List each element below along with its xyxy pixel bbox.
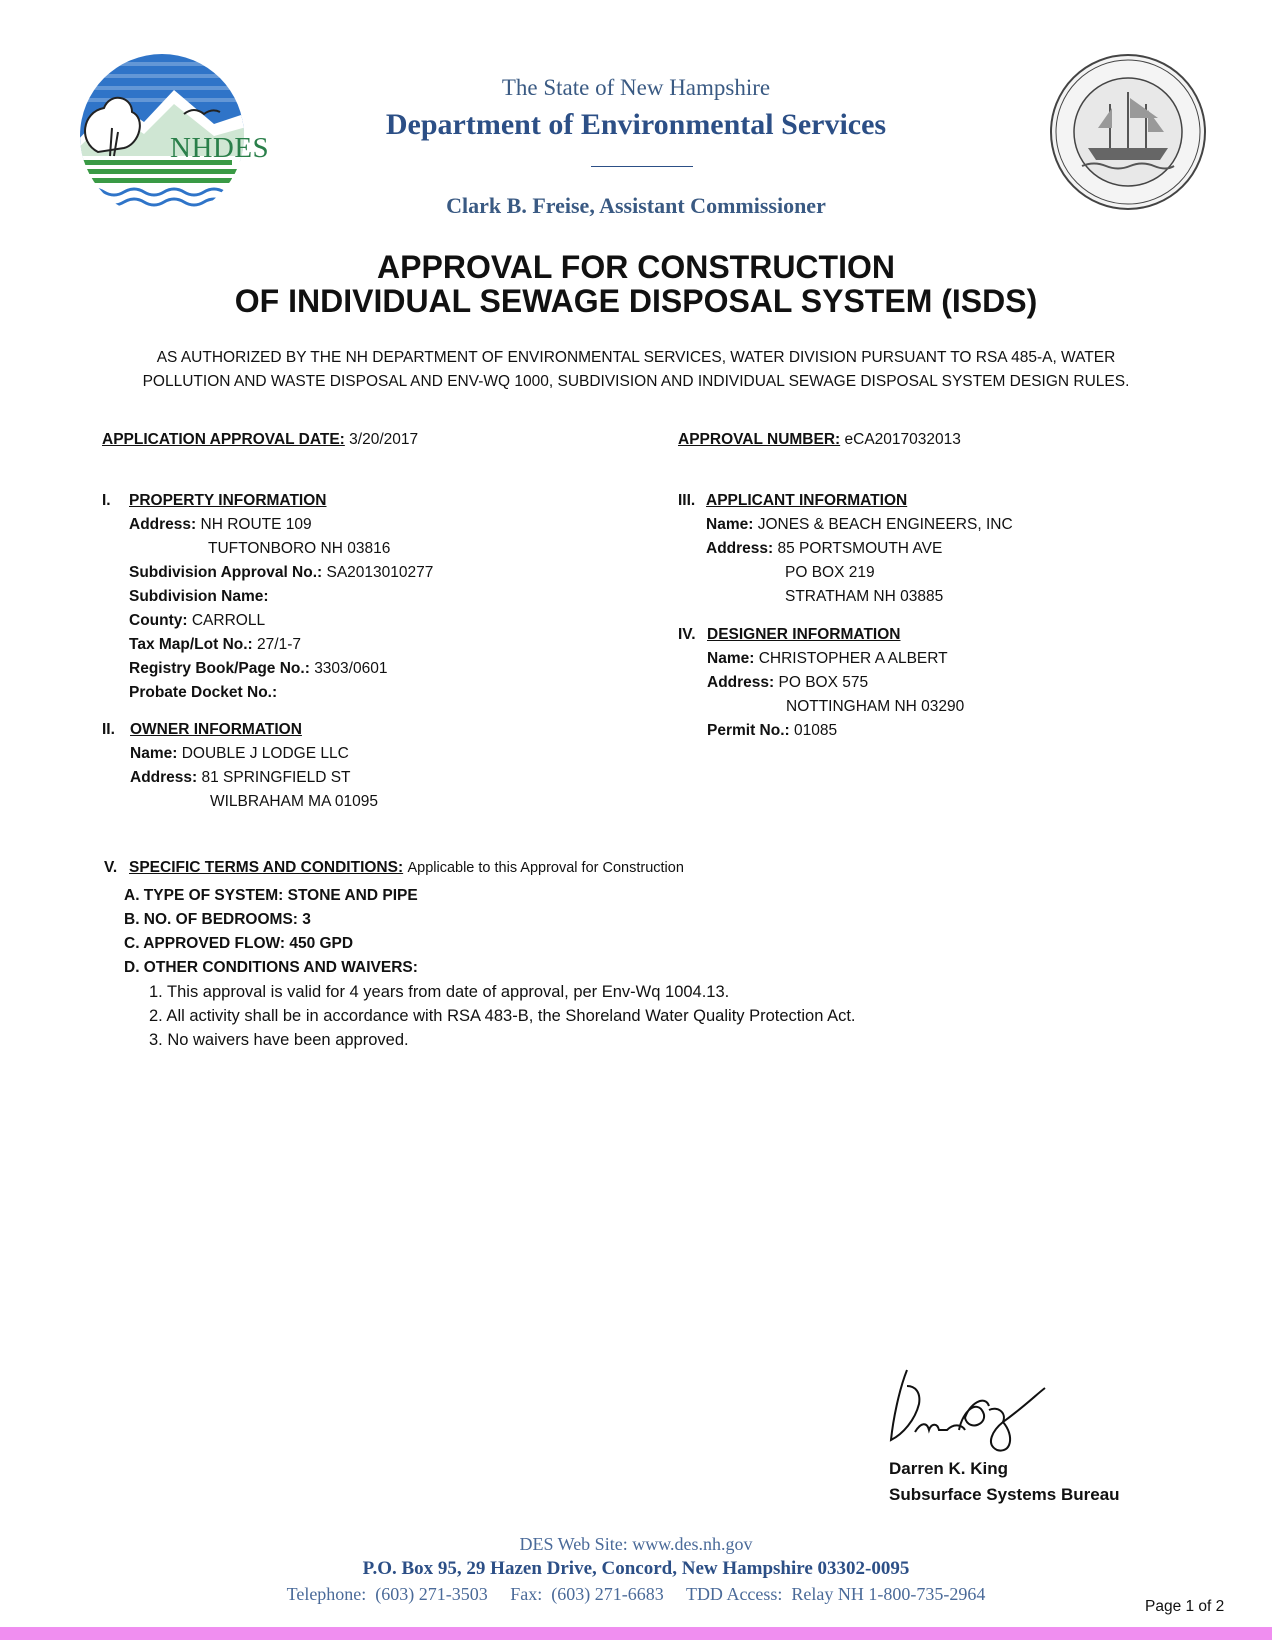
section-numeral-ii: II. [102,721,115,738]
subdivision-approval-row [129,564,433,582]
owner-address-label: Address: [130,769,198,786]
header-divider [591,166,693,167]
tax-map-label: Tax Map/Lot No.: [129,636,253,653]
property-address-row [129,516,312,534]
footer-phones: Telephone: (603) 271-3503 Fax: (603) 271-6683 TDD Access: Relay NH 1-800-735-2964 [286,1584,986,1604]
applicant-address-line-2: PO BOX 219 [785,564,875,581]
approval-date-row [102,431,418,449]
subdivision-name-label: Subdivision Name: [129,588,269,605]
approval-date-label: APPLICATION APPROVAL DATE: [102,431,345,448]
title-line-2: OF INDIVIDUAL SEWAGE DISPOSAL SYSTEM (ISDS) [234,283,1038,319]
applicant-address-row [706,540,942,558]
designer-address-line-2: NOTTINGHAM NH 03290 [786,698,965,715]
designer-heading: DESIGNER INFORMATION [707,626,901,643]
authority-statement [110,346,1162,394]
bottom-color-bar [0,1627,1272,1640]
footer-website: DES Web Site: www.des.nh.gov [519,1534,753,1554]
approval-number-label: APPROVAL NUMBER: [678,431,841,448]
registry-label: Registry Book/Page No.: [129,660,310,677]
approval-number-value: eCA2017032013 [844,431,961,448]
registry-value: 3303/0601 [314,660,388,677]
designer-name-label: Name: [707,650,755,667]
owner-address-line-2: WILBRAHAM MA 01095 [210,793,378,810]
department-name: Department of Environmental Services [385,108,887,141]
condition-item: 1. This approval is valid for 4 years from date of approval, per Env-Wq 1004.13. [149,983,730,1001]
tax-map-value: 27/1-7 [257,636,301,653]
designer-name-row [707,650,948,668]
property-heading: PROPERTY INFORMATION [129,492,327,509]
commissioner-line: Clark B. Freise, Assistant Commissioner [446,193,826,218]
property-address-line-2: TUFTONBORO NH 03816 [208,540,391,557]
property-address-label: Address: [129,516,197,533]
logo-wordmark: NHDES [170,132,270,164]
designer-permit-label: Permit No.: [707,722,790,739]
authority-line-2: POLLUTION AND WASTE DISPOSAL AND ENV-WQ 1000, SUBDIVISION AND INDIVIDUAL SEWAGE DISPOSAL SYSTEM DESIGN RULES. [142,373,1130,390]
document-title [0,250,1272,318]
section-numeral-iv: IV. [678,626,696,643]
authority-line-1: AS AUTHORIZED BY THE NH DEPARTMENT OF ENVIRONMENTAL SERVICES, WATER DIVISION PURSUANT TO RSA 485-A, WATER [156,349,1116,366]
state-name-line: The State of New Hampshire [501,75,771,100]
page-number: Page 1 of 2 [1145,1598,1225,1615]
applicant-name-row [706,516,1013,534]
tax-map-row [129,636,301,654]
subdivision-approval-label: Subdivision Approval No.: [129,564,323,581]
owner-address-row [130,769,351,787]
terms-heading-row [129,859,684,877]
applicant-name-label: Name: [706,516,754,533]
terms-subheading: Applicable to this Approval for Construction [407,860,684,876]
section-numeral-iii: III. [678,492,696,509]
owner-address-line-1: 81 SPRINGFIELD ST [201,769,351,786]
applicant-address-label: Address: [706,540,774,557]
title-line-1: APPROVAL FOR CONSTRUCTION [377,249,895,285]
term-approved-flow: C. APPROVED FLOW: 450 GPD [124,935,354,952]
signer-name: Darren K. King [889,1459,1009,1478]
term-system-type: A. TYPE OF SYSTEM: STONE AND PIPE [124,887,418,904]
designer-permit-row [707,722,837,740]
owner-name-row [130,745,349,763]
condition-item: 3. No waivers have been approved. [149,1031,409,1049]
term-other-conditions: D. OTHER CONDITIONS AND WAIVERS: [124,959,418,976]
approval-date-value: 3/20/2017 [349,431,419,448]
applicant-address-line-1: 85 PORTSMOUTH AVE [777,540,943,557]
designer-address-line-1: PO BOX 575 [778,674,869,691]
county-value: CARROLL [191,612,266,629]
applicant-name-value: JONES & BEACH ENGINEERS, INC [757,516,1013,533]
section-numeral-i: I. [102,492,111,509]
section-numeral-v: V. [104,859,118,876]
designer-name-value: CHRISTOPHER A ALBERT [758,650,948,667]
condition-item: 2. All activity shall be in accordance with RSA 483-B, the Shoreland Water Quality Protection Act. [149,1007,856,1025]
registry-row [129,660,387,678]
applicant-heading: APPLICANT INFORMATION [706,492,908,509]
owner-name-label: Name: [130,745,178,762]
signature-image [885,1360,1050,1458]
designer-address-row [707,674,868,692]
signer-bureau: Subsurface Systems Bureau [889,1485,1120,1504]
county-label: County: [129,612,188,629]
state-seal [1048,52,1208,212]
approval-number-row [678,431,961,449]
property-address-line-1: NH ROUTE 109 [200,516,312,533]
applicant-address-line-3: STRATHAM NH 03885 [785,588,944,605]
owner-heading: OWNER INFORMATION [130,721,302,738]
designer-permit-value: 01085 [794,722,838,739]
footer-address: P.O. Box 95, 29 Hazen Drive, Concord, New Hampshire 03302-0095 [362,1558,910,1579]
term-bedrooms: B. NO. OF BEDROOMS: 3 [124,911,311,928]
designer-address-label: Address: [707,674,775,691]
subdivision-approval-value: SA2013010277 [326,564,434,581]
owner-name-value: DOUBLE J LODGE LLC [181,745,349,762]
terms-heading: SPECIFIC TERMS AND CONDITIONS: [129,859,404,876]
county-row [129,612,265,630]
probate-docket-label: Probate Docket No.: [129,684,278,701]
